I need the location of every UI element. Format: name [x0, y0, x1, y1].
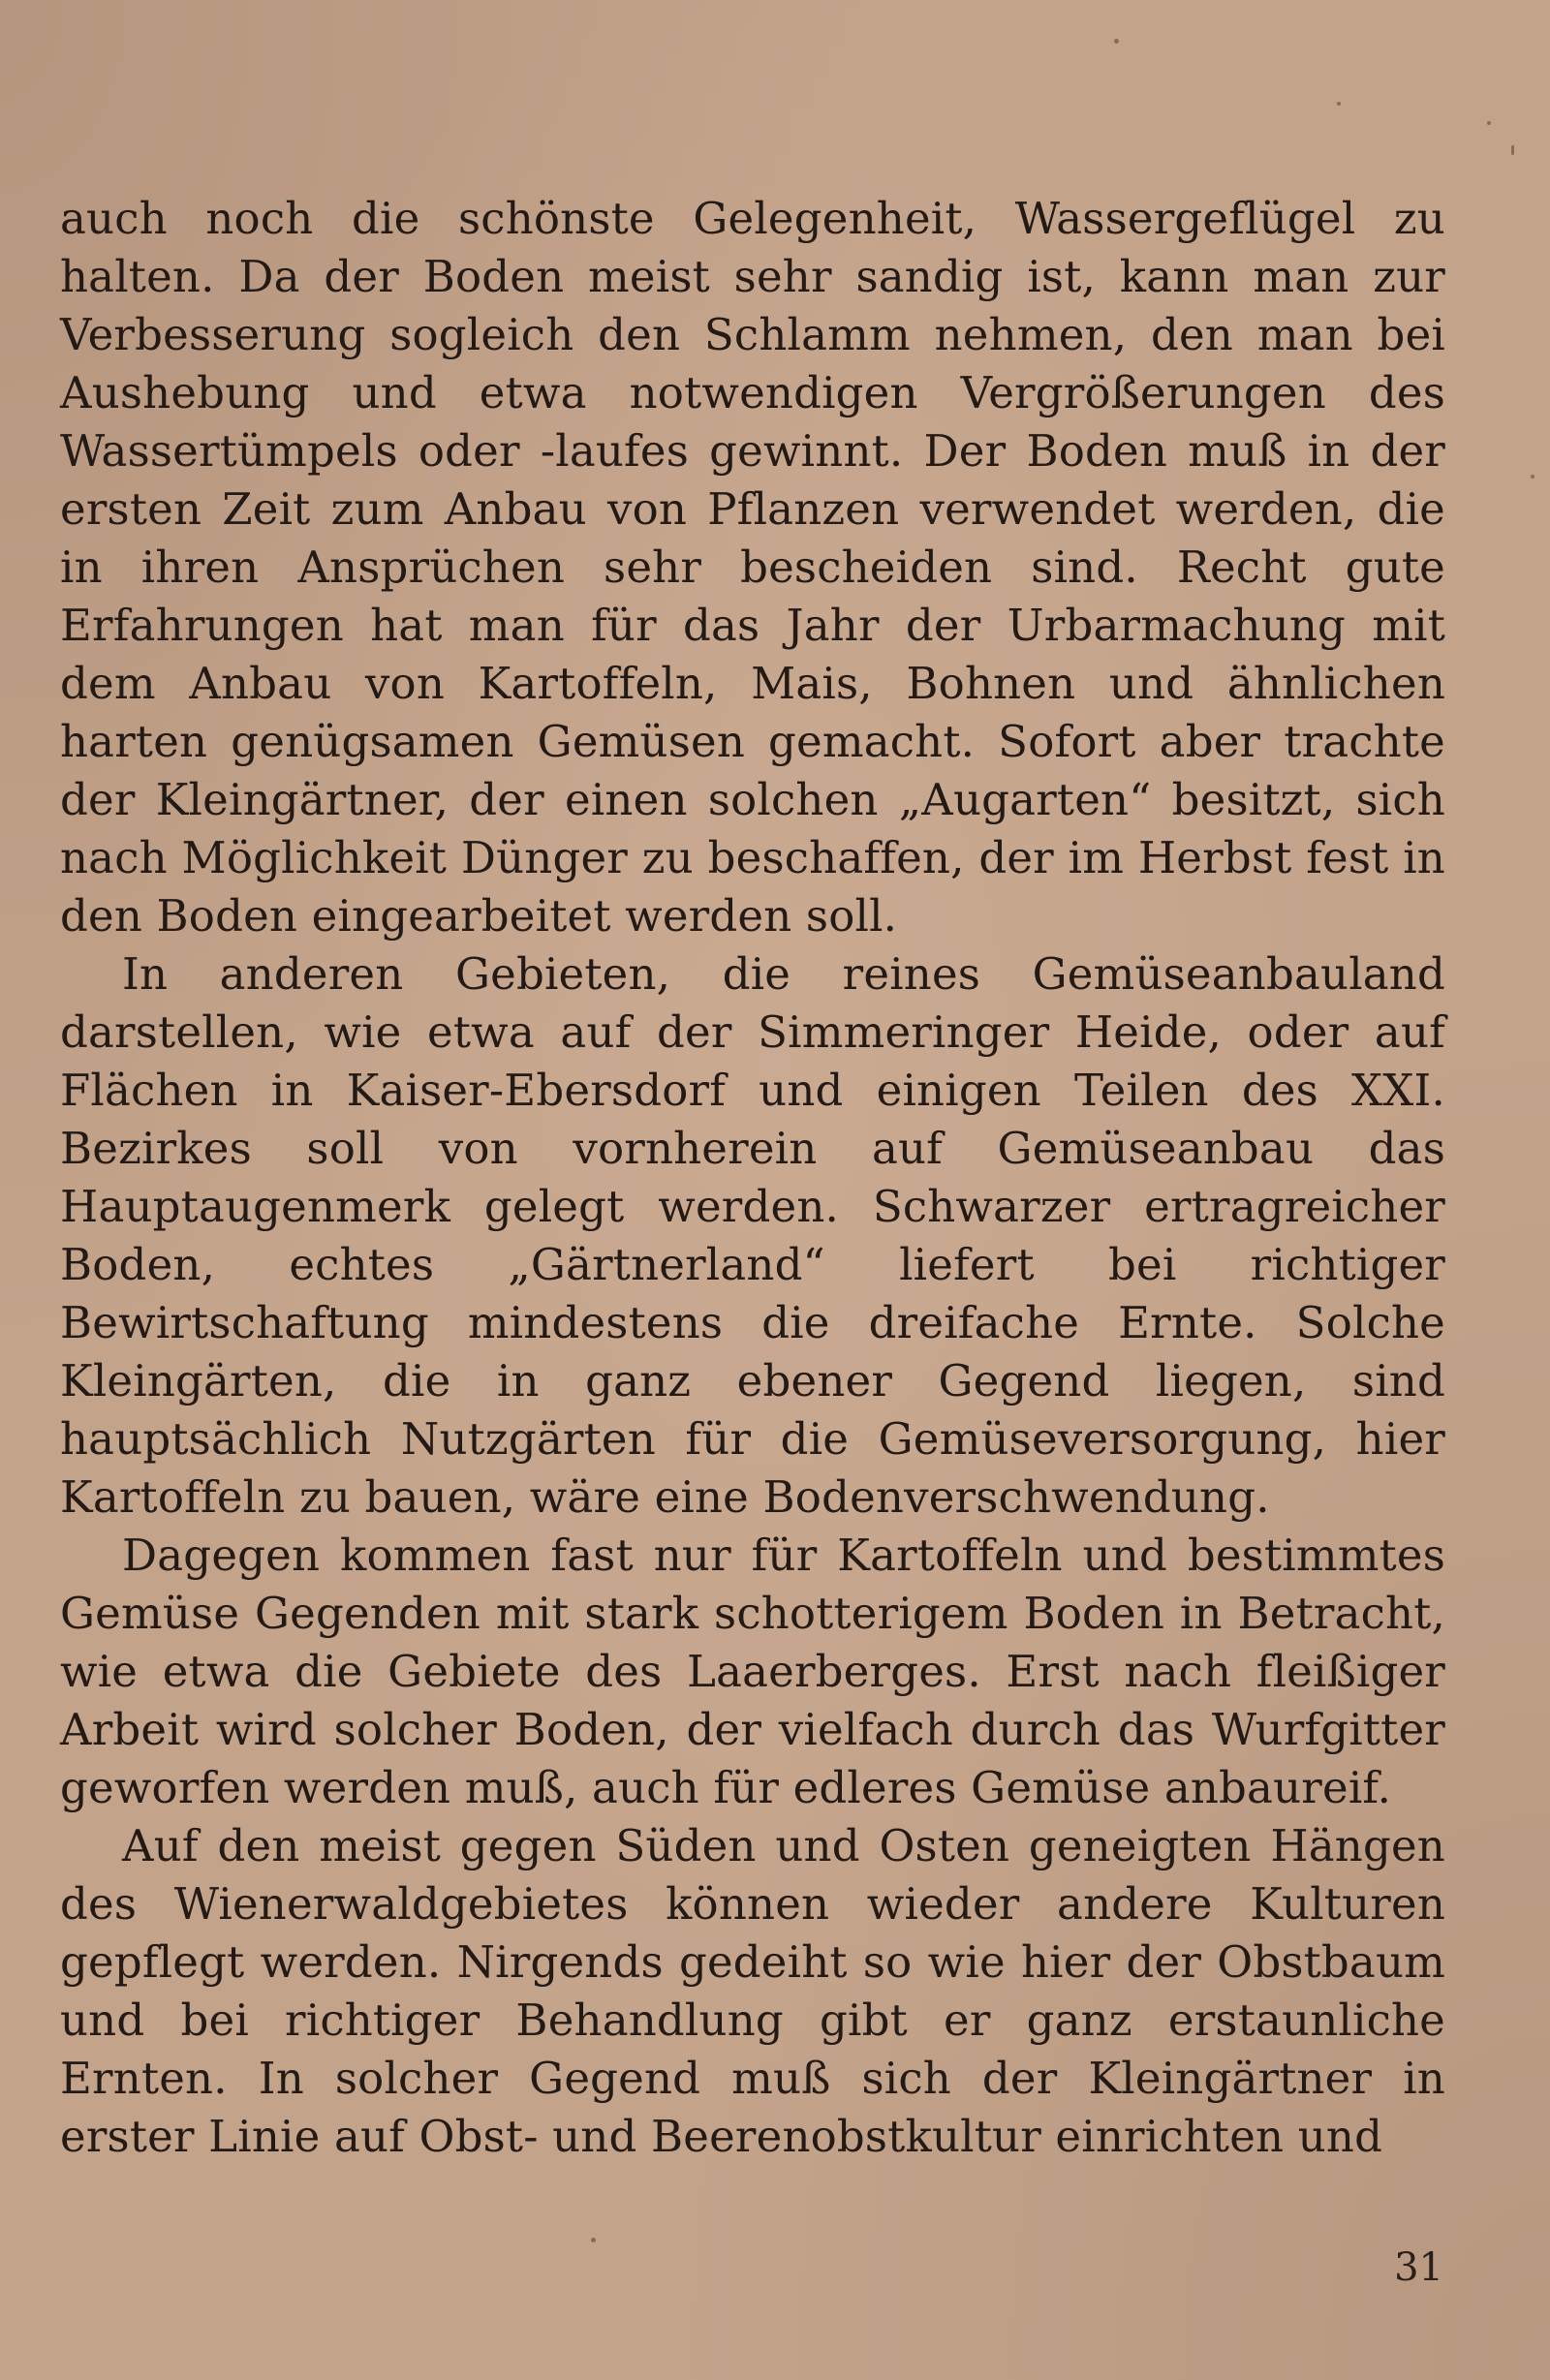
paragraph: Auf den meist gegen Süden und Osten geneigten Hängen des Wienerwaldgebietes können wieder andere Kulturen gepflegt werden. Nirgends gedeiht so wie hier der Obstbaum und bei richtiger Behandlung gibt er ganz erstaunliche Ernten. In solcher Gegend muß sich der Kleingärtner in erster Linie auf Obst- und Beerenobstkultur einrichten und: [60, 1820, 1445, 2162]
paper-speck: [1511, 145, 1514, 155]
paper-speck: [1531, 475, 1534, 479]
page-number: 31: [1394, 2245, 1443, 2290]
paper-speck: [1487, 121, 1491, 125]
paper-speck: [1337, 102, 1341, 106]
paragraph: auch noch die schönste Gelegenheit, Wassergeflügel zu halten. Da der Boden meist sehr sandig ist, kann man zur Verbesserung sogleich den Schlamm nehmen, den man bei Aushebung und etwa notwendigen Vergrößerungen des Wassertümpels oder -laufes gewinnt. Der Boden muß in der ersten Zeit zum Anbau von Pflanzen verwendet werden, die in ihren Ansprüchen sehr bescheiden sind. Recht gute Erfahrungen hat man für das Jahr der Urbarmachung mit dem Anbau von Kartoffeln, Mais, Bohnen und ähnlichen harten genügsamen Gemüsen gemacht. Sofort aber trachte der Kleingärtner, der einen solchen „Augarten“ besitzt, sich nach Möglichkeit Dünger zu beschaffen, der im Herbst fest in den Boden eingearbeitet werden soll.: [60, 193, 1445, 942]
paper-speck: [591, 2238, 596, 2242]
body-text: [60, 190, 1445, 2166]
paragraph: In anderen Gebieten, die reines Gemüseanbauland darstellen, wie etwa auf der Simmeringer Heide, oder auf Flächen in Kaiser-Ebersdorf und einigen Teilen des XXI. Bezirkes soll von vornherein auf Gemüseanbau das Hauptaugenmerk gelegt werden. Schwarzer ertragreicher Boden, echtes „Gärtnerland“ liefert bei richtiger Bewirtschaftung mindestens die dreifache Ernte. Solche Kleingärten, die in ganz ebener Gegend liegen, sind hauptsächlich Nutzgärten für die Gemüseversorgung, hier Kartoffeln zu bauen, wäre eine Bodenverschwendung.: [60, 948, 1445, 1523]
paper-speck: [1114, 39, 1119, 44]
paragraph: Dagegen kommen fast nur für Kartoffeln und bestimmtes Gemüse Gegenden mit stark schotterigem Boden in Betracht, wie etwa die Gebiete des Laaerberges. Erst nach fleißiger Arbeit wird solcher Boden, der vielfach durch das Wurfgitter geworfen werden muß, auch für edleres Gemüse anbaureif.: [60, 1530, 1445, 1813]
